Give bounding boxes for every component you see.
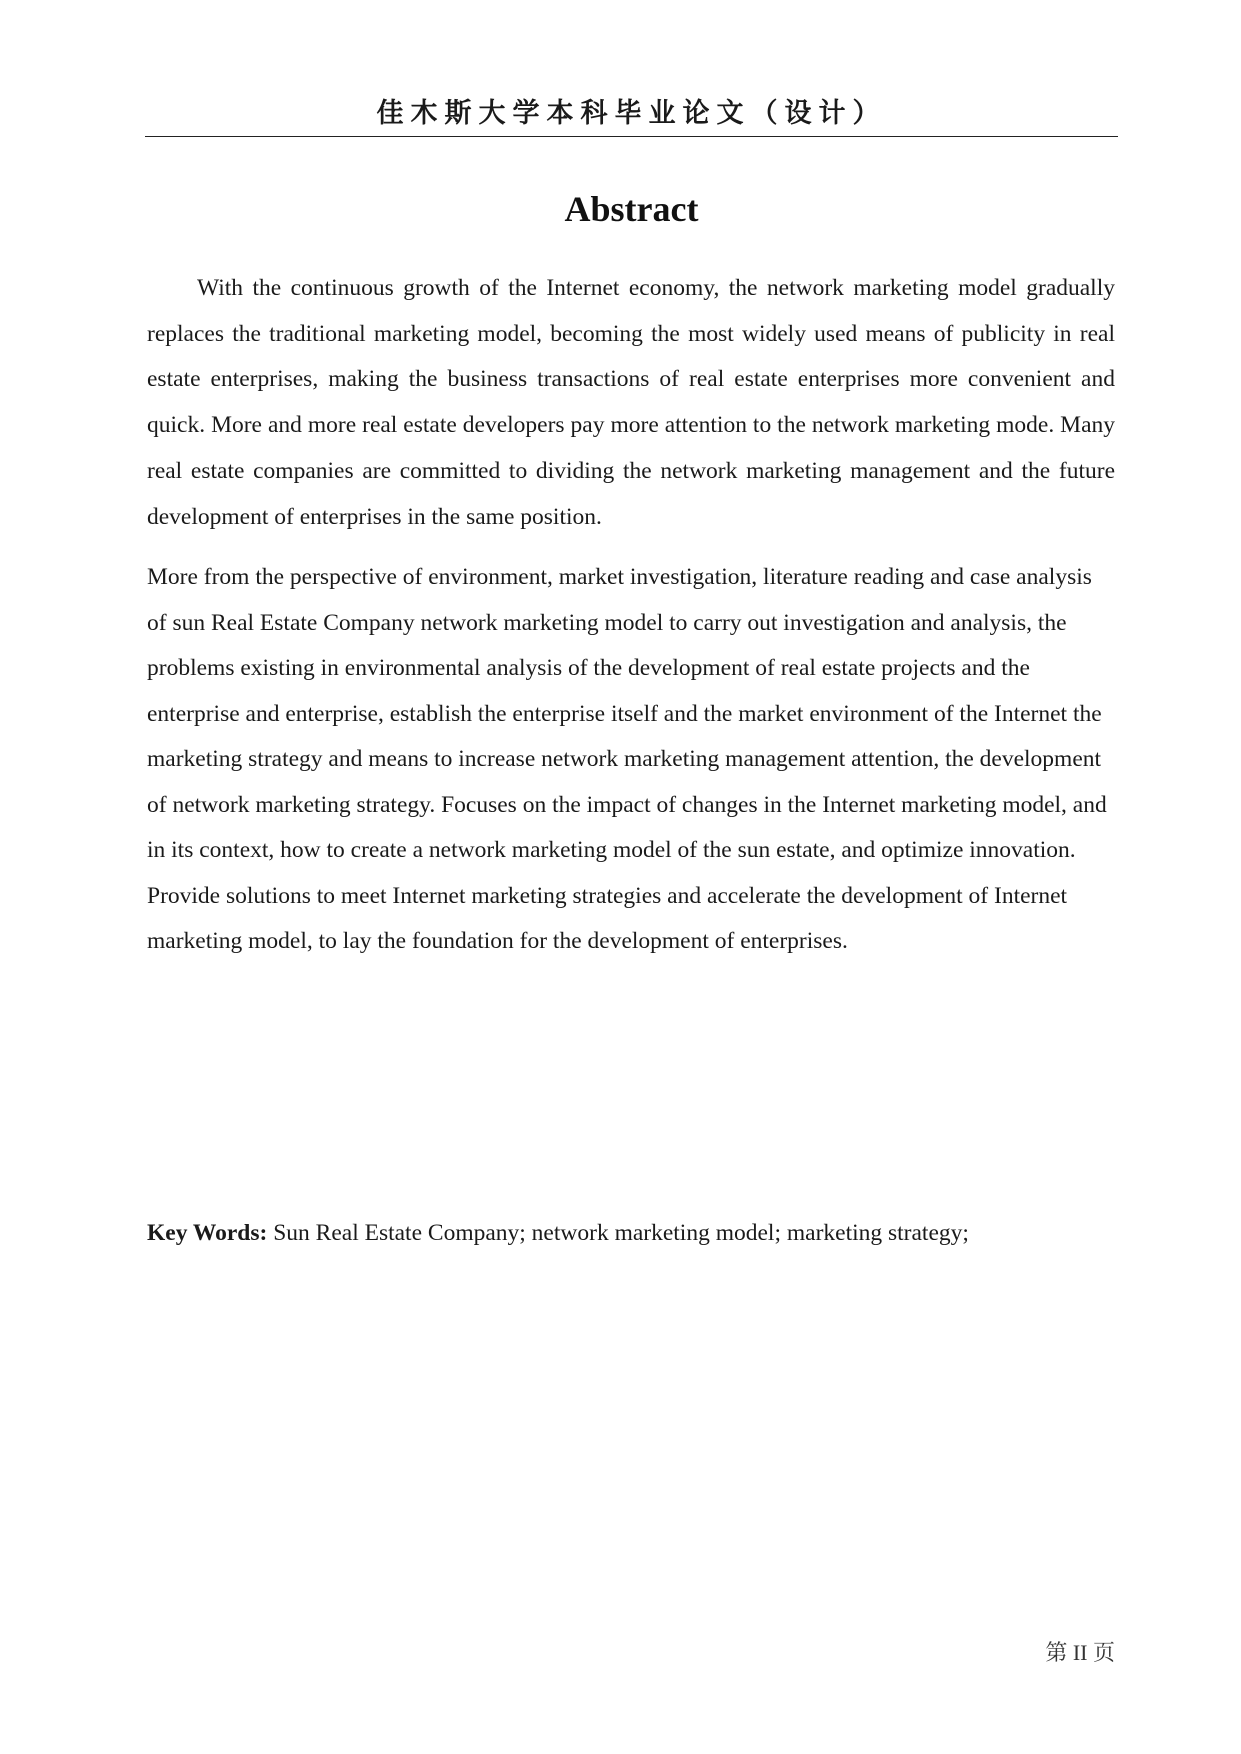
keywords-line	[147, 1216, 1115, 1250]
keywords-label: Key Words:	[147, 1220, 268, 1246]
page-number: 第 II 页	[1045, 1640, 1115, 1665]
abstract-paragraph-2: More from the perspective of environment, market investigation, literature reading and case analysis of sun Real Estate Company network marketing model to carry out investigation and analysis, the problems existing in environmental analysis of the development of real estate projects and the enterprise and enterprise, establish the enterprise itself and the market environment of the Internet the marketing strategy and means to increase network marketing management attention, the development of network marketing strategy. Focuses on the impact of changes in the Internet marketing model, and in its context, how to create a network marketing model of the sun estate, and optimize innovation. Provide solutions to meet Internet marketing strategies and accelerate the development of Internet marketing model, to lay the foundation for the development of enterprises.	[147, 564, 1107, 954]
running-header: 佳木斯大学本科毕业论文（设计）	[376, 98, 887, 129]
header-divider	[145, 136, 1118, 137]
abstract-paragraph-1: With the continuous growth of the Internet economy, the network marketing model gradually replaces the traditional marketing model, becoming the most widely used means of publicity in real estate enterprises, making the business transactions of real estate enterprises more convenient and quick. More and more real estate developers pay more attention to the network marketing mode. Many real estate companies are committed to dividing the network marketing management and the future development of enterprises in the same position.	[147, 275, 1115, 530]
abstract-title: Abstract	[564, 189, 699, 229]
keywords-text: Sun Real Estate Company; network marketing model; marketing strategy;	[273, 1220, 969, 1246]
